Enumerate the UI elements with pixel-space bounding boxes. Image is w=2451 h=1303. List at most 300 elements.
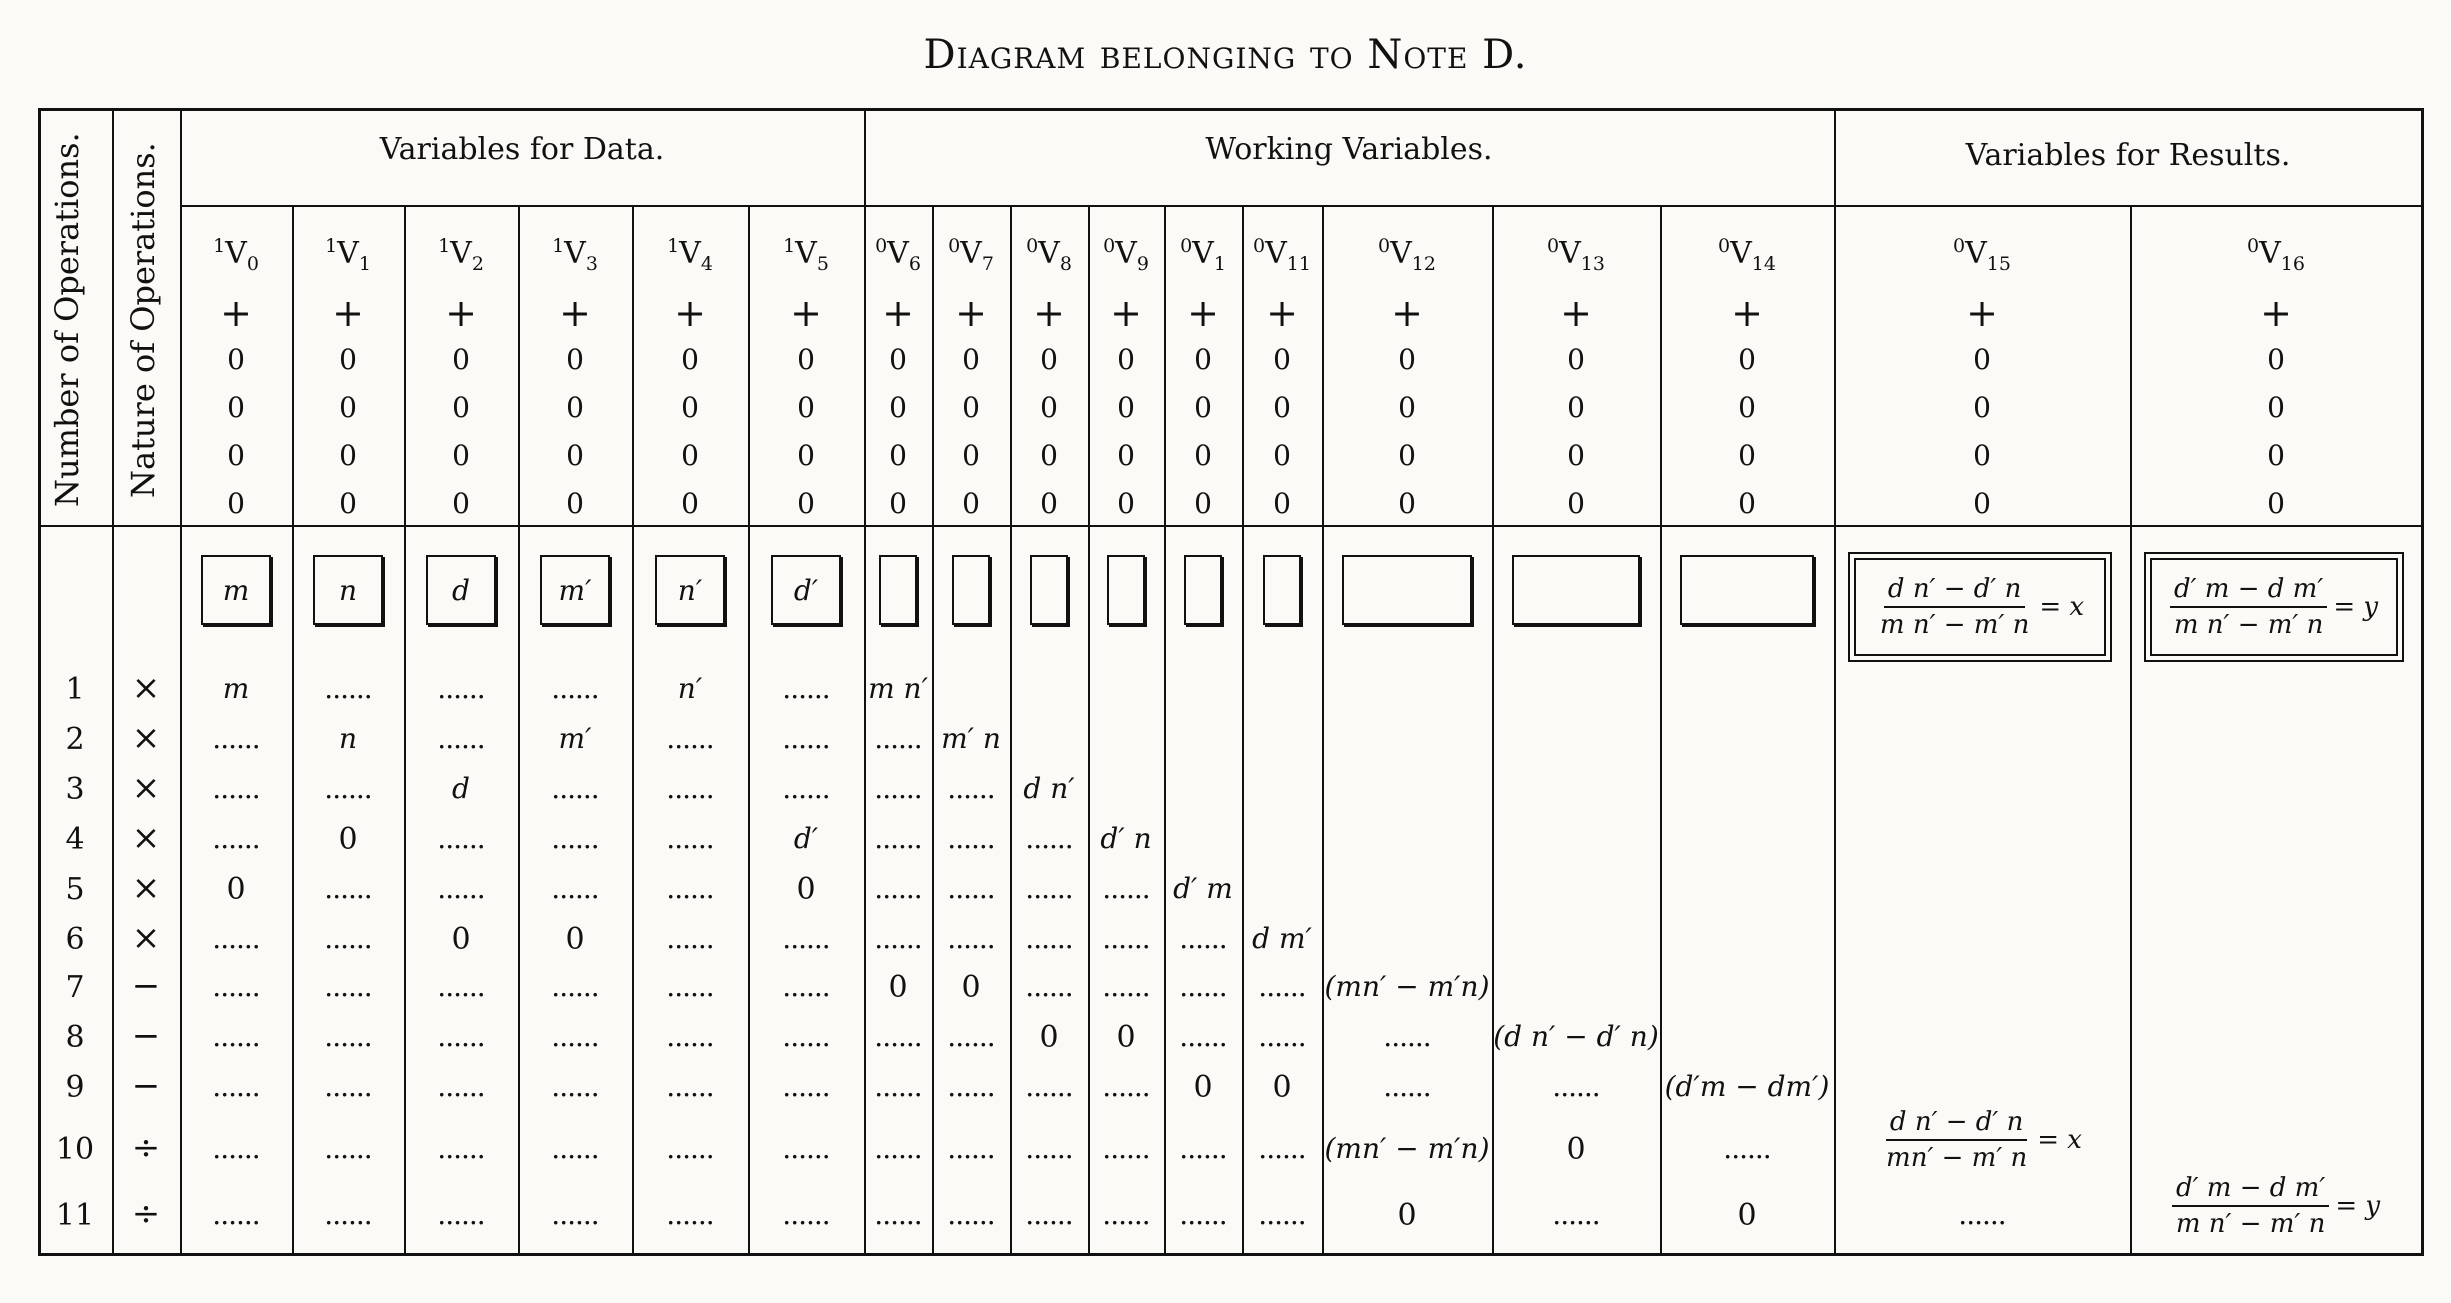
variable-name: $^1V_0$ (213, 235, 259, 275)
table-cell: 0 (565, 922, 585, 957)
table-cell: 0 (1272, 1070, 1292, 1105)
table-cell: ...... (551, 970, 599, 1003)
sign-symbol: + (1731, 291, 1763, 335)
column-header (1322, 220, 1492, 528)
sign-symbol: + (790, 291, 822, 335)
initial-value-box: d (426, 555, 496, 625)
initial-value-box: n (313, 555, 383, 625)
sign-symbol: + (220, 291, 252, 335)
table-cell: ...... (782, 722, 830, 755)
operation-number: 8 (65, 1020, 85, 1055)
variable-name: $^0V_{11}$ (1253, 235, 1311, 275)
table-cell: ...... (1025, 1070, 1073, 1103)
table-cell (1844, 1104, 2120, 1173)
table-cell: d m′ (1252, 922, 1312, 955)
operation-symbol: × (131, 918, 161, 958)
initial-zero: 0 (962, 487, 980, 520)
table-cell: ...... (1025, 970, 1073, 1003)
table-cell: (mn′ − m′n) (1324, 1132, 1490, 1165)
variable-name: $^1V_3$ (552, 235, 598, 275)
initial-zero: 0 (889, 343, 907, 376)
table-cell: ...... (1552, 1070, 1600, 1103)
column-header (1492, 220, 1660, 528)
table-cell: ...... (1552, 1198, 1600, 1231)
operation-number: 1 (65, 672, 85, 707)
initial-zero: 0 (227, 391, 245, 424)
nature-of-operations-header: Nature of Operations. (124, 142, 162, 498)
table-cell: ...... (1383, 1020, 1431, 1053)
initial-zero: 0 (566, 439, 584, 472)
initial-zero: 0 (889, 439, 907, 472)
table-cell: ...... (782, 1198, 830, 1231)
table-cell: m (222, 672, 250, 705)
initial-zero: 0 (339, 343, 357, 376)
table-cell: ...... (212, 1132, 260, 1165)
table-cell: ...... (1025, 1198, 1073, 1231)
initial-zero: 0 (889, 391, 907, 424)
operation-number: 7 (65, 970, 85, 1005)
initial-zero: 0 (1117, 487, 1135, 520)
operation-number: 3 (65, 772, 85, 807)
table-cell: 0 (1116, 1020, 1136, 1055)
table-cell: ...... (437, 970, 485, 1003)
operation-symbol: × (131, 718, 161, 758)
table-cell: ...... (947, 922, 995, 955)
table-cell: ...... (324, 1132, 372, 1165)
column-header (1088, 220, 1164, 528)
variable-name: $^0V_{15}$ (1953, 235, 2011, 275)
table-cell: 0 (1397, 1198, 1417, 1233)
table-cell: ...... (1102, 872, 1150, 905)
variable-name: $^1V_4$ (667, 235, 713, 275)
result-box (1854, 558, 2106, 656)
table-cell: ...... (1258, 1020, 1306, 1053)
fraction-denominator: m n′ − m′ n (1879, 610, 2030, 640)
table-cell: ...... (1025, 1132, 1073, 1165)
fraction-numerator: d n′ − d′ n (1886, 1107, 2027, 1141)
initial-zero: 0 (2267, 487, 2285, 520)
sign-symbol: + (1033, 291, 1065, 335)
table-cell: 0 (1566, 1132, 1586, 1167)
table-cell: ...... (1179, 922, 1227, 955)
table-cell: ...... (666, 1070, 714, 1103)
table-cell: ...... (324, 1020, 372, 1053)
table-cell: n (338, 722, 358, 755)
table-cell: ...... (212, 722, 260, 755)
variable-name: $^0V_{13}$ (1547, 235, 1605, 275)
table-cell: ...... (324, 772, 372, 805)
initial-zero: 0 (566, 487, 584, 520)
initial-value-box: d′ (771, 555, 841, 625)
fraction-result: = y (2335, 1191, 2381, 1221)
table-cell: ...... (782, 672, 830, 705)
initial-zero: 0 (227, 439, 245, 472)
initial-value-box (1107, 555, 1145, 625)
initial-zero: 0 (1973, 439, 1991, 472)
initial-zero: 0 (1738, 439, 1756, 472)
operation-symbol: × (131, 668, 161, 708)
table-cell: d′ m (1173, 872, 1233, 905)
initial-zero: 0 (1973, 487, 1991, 520)
table-cell: ...... (1179, 970, 1227, 1003)
table-cell (2140, 1170, 2412, 1239)
table-cell: ...... (212, 1020, 260, 1053)
table-cell: ...... (782, 1020, 830, 1053)
table-cell: ...... (1258, 1132, 1306, 1165)
table-cell: ...... (666, 970, 714, 1003)
variable-name: $^0V_1$ (1180, 235, 1226, 275)
operation-symbol: × (131, 818, 161, 858)
table-cell: ...... (874, 722, 922, 755)
initial-zero: 0 (1040, 343, 1058, 376)
table-cell: ...... (1102, 1198, 1150, 1231)
table-cell: ...... (212, 1198, 260, 1231)
initial-zero: 0 (452, 391, 470, 424)
table-cell: ...... (666, 872, 714, 905)
table-cell: ...... (324, 1070, 372, 1103)
initial-value-box (1512, 555, 1640, 625)
table-cell: ...... (1102, 1132, 1150, 1165)
table-cell: ...... (437, 1198, 485, 1231)
table-cell: ...... (1102, 970, 1150, 1003)
table-cell: ...... (1102, 1070, 1150, 1103)
table-cell: ...... (1025, 822, 1073, 855)
initial-zero: 0 (1040, 439, 1058, 472)
fraction (2170, 574, 2378, 640)
initial-zero: 0 (2267, 343, 2285, 376)
initial-value-box (879, 555, 917, 625)
column-header (518, 220, 632, 528)
table-cell: ...... (551, 1198, 599, 1231)
table-cell: ...... (782, 970, 830, 1003)
fraction-result: = x (2037, 1125, 2082, 1155)
table-cell: ...... (874, 872, 922, 905)
table-cell: ...... (782, 922, 830, 955)
column-header (1010, 220, 1088, 528)
initial-zero: 0 (1040, 391, 1058, 424)
initial-zero: 0 (797, 439, 815, 472)
operation-symbol: ÷ (131, 1194, 161, 1234)
initial-zero: 0 (1273, 343, 1291, 376)
initial-zero: 0 (797, 487, 815, 520)
variable-name: $^0V_{14}$ (1718, 235, 1776, 275)
initial-value-box (952, 555, 990, 625)
group-header-data: Variables for Data. (379, 132, 665, 167)
table-cell: ...... (874, 1198, 922, 1231)
initial-zero: 0 (681, 439, 699, 472)
initial-zero: 0 (1973, 391, 1991, 424)
operation-symbol: − (131, 1066, 161, 1106)
table-cell: ...... (551, 1070, 599, 1103)
variable-name: $^0V_7$ (948, 235, 994, 275)
number-of-operations-header: Number of Operations. (48, 132, 86, 508)
table-cell: (d n′ − d′ n) (1493, 1020, 1659, 1053)
fraction-denominator: m n′ − m′ n (2173, 610, 2324, 640)
table-cell: ...... (782, 1132, 830, 1165)
table-cell: ...... (1179, 1132, 1227, 1165)
sign-symbol: + (1110, 291, 1142, 335)
operation-symbol: − (131, 966, 161, 1006)
initial-zero: 0 (566, 343, 584, 376)
table-cell: ...... (437, 1132, 485, 1165)
initial-value-box (1342, 555, 1472, 625)
table-cell: d n′ (1023, 772, 1075, 805)
column-header (864, 220, 932, 528)
initial-zero: 0 (339, 391, 357, 424)
table-cell: d′ (793, 822, 819, 855)
sign-symbol: + (1391, 291, 1423, 335)
initial-zero: 0 (452, 439, 470, 472)
table-cell: ...... (947, 1198, 995, 1231)
table-cell: ...... (212, 922, 260, 955)
table-cell: ...... (1958, 1198, 2006, 1231)
initial-zero: 0 (452, 487, 470, 520)
operation-number: 4 (65, 822, 85, 857)
table-cell: ...... (1258, 970, 1306, 1003)
table-cell: (mn′ − m′n) (1324, 970, 1490, 1003)
table-cell: ...... (1179, 1198, 1227, 1231)
initial-zero: 0 (1567, 439, 1585, 472)
column-header (1164, 220, 1242, 528)
table-cell: ...... (947, 822, 995, 855)
table-cell: 0 (796, 872, 816, 907)
table-cell: ...... (551, 772, 599, 805)
initial-zero: 0 (681, 391, 699, 424)
table-cell: ...... (212, 772, 260, 805)
variable-name: $^0V_8$ (1026, 235, 1072, 275)
table-cell: ...... (437, 1070, 485, 1103)
initial-zero: 0 (339, 487, 357, 520)
table-cell: ...... (1258, 1198, 1306, 1231)
initial-zero: 0 (1194, 439, 1212, 472)
table-cell: ...... (666, 722, 714, 755)
initial-value-box: m (201, 555, 271, 625)
column-header (748, 220, 864, 528)
table-cell: 0 (961, 970, 981, 1005)
initial-zero: 0 (2267, 391, 2285, 424)
page-title: Diagram belonging to Note D. (923, 32, 1528, 78)
fraction-numerator: d′ m − d m′ (2172, 1173, 2329, 1207)
table-cell: ...... (947, 1070, 995, 1103)
table-cell: ...... (1179, 1020, 1227, 1053)
table-cell: ...... (874, 1020, 922, 1053)
table-cell: ...... (874, 822, 922, 855)
initial-zero: 0 (1738, 391, 1756, 424)
column-header (932, 220, 1010, 528)
initial-zero: 0 (797, 343, 815, 376)
table-cell: ...... (551, 672, 599, 705)
table-cell: ...... (551, 822, 599, 855)
table-cell: ...... (874, 772, 922, 805)
table-cell: ...... (947, 1132, 995, 1165)
table-cell: m n′ (868, 672, 928, 705)
table-cell: ...... (437, 822, 485, 855)
table-cell: ...... (551, 1132, 599, 1165)
table-cell: ...... (947, 1020, 995, 1053)
operation-number: 2 (65, 722, 85, 757)
table-cell: n′ (677, 672, 703, 705)
table-cell: ...... (551, 872, 599, 905)
initial-zero: 0 (962, 439, 980, 472)
table-cell: ...... (782, 1070, 830, 1103)
table-cell: ...... (1025, 922, 1073, 955)
initial-value-box (1184, 555, 1222, 625)
column-header (180, 220, 292, 528)
initial-zero: 0 (681, 487, 699, 520)
sign-symbol: + (674, 291, 706, 335)
operation-symbol: ÷ (131, 1128, 161, 1168)
initial-zero: 0 (339, 439, 357, 472)
table-cell: ...... (782, 772, 830, 805)
table-cell: 0 (1039, 1020, 1059, 1055)
variable-name: $^0V_9$ (1103, 235, 1149, 275)
group-header-divider (180, 205, 2422, 207)
sign-symbol: + (882, 291, 914, 335)
sign-symbol: + (1187, 291, 1219, 335)
operation-number: 5 (65, 872, 85, 907)
table-cell: ...... (666, 772, 714, 805)
table-cell: ...... (324, 922, 372, 955)
table-cell: 0 (1737, 1198, 1757, 1233)
table-cell: ...... (1723, 1132, 1771, 1165)
operation-number: 9 (65, 1070, 85, 1105)
table-cell: ...... (666, 922, 714, 955)
initial-zero: 0 (1194, 487, 1212, 520)
table-cell: (d′m − dm′) (1664, 1070, 1830, 1103)
table-cell: ...... (874, 1070, 922, 1103)
table-cell: 0 (1193, 1070, 1213, 1105)
fraction-result: = x (2039, 592, 2085, 622)
initial-zero: 0 (681, 343, 699, 376)
table-cell: ...... (551, 1020, 599, 1053)
sign-symbol: + (559, 291, 591, 335)
sign-symbol: + (2260, 291, 2292, 335)
table-cell: ...... (1383, 1070, 1431, 1103)
table-cell: ...... (666, 1198, 714, 1231)
column-header (1834, 220, 2130, 528)
initial-zero: 0 (452, 343, 470, 376)
fraction-denominator: mn′ − m′ n (1886, 1143, 2028, 1173)
table-cell: ...... (324, 672, 372, 705)
fraction (1882, 1107, 2082, 1173)
table-cell: ...... (212, 822, 260, 855)
sign-symbol: + (1560, 291, 1592, 335)
initial-zero: 0 (1194, 391, 1212, 424)
fraction-denominator: m n′ − m′ n (2175, 1209, 2326, 1239)
table-cell: ...... (874, 922, 922, 955)
initial-zero: 0 (797, 391, 815, 424)
variable-name: $^1V_2$ (438, 235, 484, 275)
column-header (404, 220, 518, 528)
table-cell: 0 (451, 922, 471, 957)
table-cell: 0 (226, 872, 246, 907)
fraction-numerator: d n′ − d′ n (1884, 574, 2025, 608)
initial-zero: 0 (1117, 391, 1135, 424)
column-header (2130, 220, 2422, 528)
initial-zero: 0 (1398, 439, 1416, 472)
group-header-results: Variables for Results. (1965, 138, 2291, 173)
variable-name: $^1V_1$ (325, 235, 371, 275)
column-divider (112, 108, 114, 1253)
table-cell: 0 (888, 970, 908, 1005)
initial-zero: 0 (1567, 343, 1585, 376)
table-cell: d (452, 772, 470, 805)
table-cell: ...... (947, 872, 995, 905)
fraction-result: = y (2333, 592, 2379, 622)
initial-zero: 0 (227, 343, 245, 376)
initial-zero: 0 (227, 487, 245, 520)
sign-symbol: + (955, 291, 987, 335)
initial-zero: 0 (1117, 343, 1135, 376)
sign-symbol: + (332, 291, 364, 335)
table-cell: ...... (437, 872, 485, 905)
variable-name: $^0V_{12}$ (1378, 235, 1436, 275)
initial-zero: 0 (1973, 343, 1991, 376)
initial-zero: 0 (962, 391, 980, 424)
initial-zero: 0 (1273, 391, 1291, 424)
column-header (1660, 220, 1834, 528)
variable-name: $^0V_{16}$ (2247, 235, 2305, 275)
table-cell: ...... (1025, 872, 1073, 905)
initial-zero: 0 (566, 391, 584, 424)
fraction (2172, 1173, 2380, 1239)
column-header (292, 220, 404, 528)
initial-zero: 0 (1567, 487, 1585, 520)
table-cell: ...... (437, 1020, 485, 1053)
column-header (1242, 220, 1322, 528)
group-header-working: Working Variables. (1205, 132, 1493, 167)
initial-value-box: n′ (655, 555, 725, 625)
variable-name: $^0V_6$ (875, 235, 921, 275)
table-cell: ...... (212, 1070, 260, 1103)
fraction-numerator: d′ m − d m′ (2170, 574, 2327, 608)
fraction (1876, 574, 2084, 640)
initial-zero: 0 (889, 487, 907, 520)
table-cell: m′ n (941, 722, 1001, 755)
table-cell: m′ (558, 722, 592, 755)
operation-symbol: − (131, 1016, 161, 1056)
sign-symbol: + (445, 291, 477, 335)
initial-zero: 0 (1398, 487, 1416, 520)
initial-zero: 0 (962, 343, 980, 376)
operation-symbol: × (131, 868, 161, 908)
initial-value-box (1680, 555, 1814, 625)
table-cell: ...... (324, 970, 372, 1003)
initial-zero: 0 (1273, 487, 1291, 520)
table-cell: ...... (212, 970, 260, 1003)
table-cell: d′ n (1100, 822, 1152, 855)
initial-zero: 0 (2267, 439, 2285, 472)
table-cell: ...... (437, 672, 485, 705)
operation-symbol: × (131, 768, 161, 808)
variable-name: $^1V_5$ (783, 235, 829, 275)
operation-number: 10 (55, 1132, 95, 1167)
table-cell: ...... (874, 1132, 922, 1165)
initial-value-box (1263, 555, 1301, 625)
initial-zero: 0 (1738, 343, 1756, 376)
table-cell: ...... (666, 822, 714, 855)
table-cell: ...... (666, 1020, 714, 1053)
table-cell: ...... (324, 872, 372, 905)
operation-number: 6 (65, 922, 85, 957)
operation-number: 11 (55, 1198, 95, 1233)
column-header (632, 220, 748, 528)
table-cell: ...... (1102, 922, 1150, 955)
initial-zero: 0 (1398, 343, 1416, 376)
table-cell: ...... (947, 772, 995, 805)
initial-zero: 0 (1194, 343, 1212, 376)
sign-symbol: + (1966, 291, 1998, 335)
